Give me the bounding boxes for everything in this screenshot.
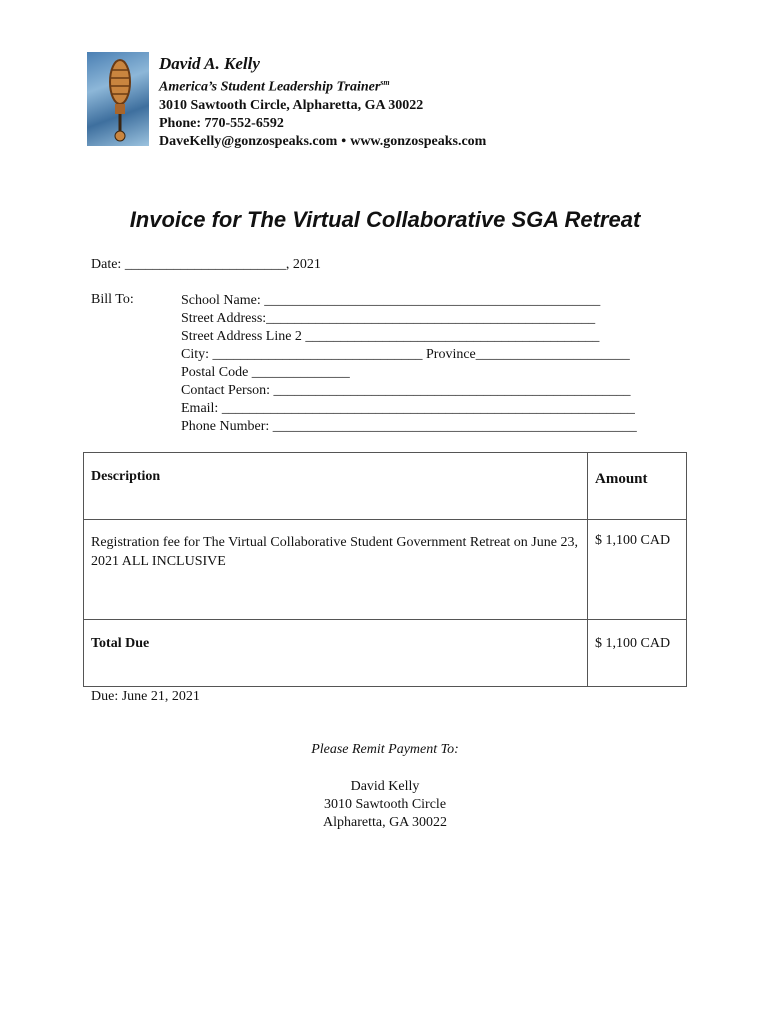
postal-code-field: Postal Code ______________: [181, 365, 350, 380]
letterhead-address: 3010 Sawtooth Circle, Alpharetta, GA 30022: [159, 97, 424, 113]
total-row: [84, 620, 687, 687]
bill-to-label: Bill To:: [91, 292, 134, 307]
remit-city: Alpharetta, GA 30022: [322, 815, 448, 830]
street-address-field: Street Address:_______________________________________________: [181, 311, 596, 326]
item-description: Registration fee for The Virtual Collaborative Student Government Retreat on June 23, 2021 ALL INCLUSIVE: [84, 520, 588, 620]
letterhead-phone: Phone: 770-552-6592: [159, 115, 284, 131]
phone-number-field: Phone Number: ____________________________________________________: [181, 419, 637, 434]
microphone-logo-icon: [87, 52, 149, 146]
contact-person-field: Contact Person: ___________________________________________________: [181, 383, 631, 398]
invoice-table: [83, 452, 687, 687]
table-row: [84, 520, 687, 620]
trainer-tagline: [159, 74, 486, 97]
remit-heading: Please Remit Payment To:: [311, 742, 459, 757]
date-row: [91, 257, 321, 273]
date-blank: _______________________: [124, 257, 286, 272]
remit-name: David Kelly: [350, 779, 420, 794]
separator-bullet: •: [341, 133, 347, 149]
city-province-field: City: ______________________________ Province______________________: [181, 347, 630, 362]
trainer-name: David A. Kelly: [159, 54, 260, 73]
amount-header: Amount: [588, 453, 687, 520]
description-header: Description: [84, 453, 588, 520]
invoice-title: Invoice for The Virtual Collaborative SGA Retreat: [129, 207, 641, 232]
item-amount: $ 1,100 CAD: [588, 520, 687, 620]
letterhead-contact: [159, 133, 486, 151]
school-name-field: School Name: ________________________________________________: [181, 293, 601, 308]
letterhead-email: DaveKelly@gonzospeaks.com: [159, 133, 338, 149]
remit-address: [0, 778, 770, 832]
total-label: Total Due: [84, 620, 588, 687]
letterhead: [159, 54, 486, 151]
letterhead-website: www.gonzospeaks.com: [350, 133, 487, 149]
due-date: Due: June 21, 2021: [91, 689, 200, 704]
remit-street: 3010 Sawtooth Circle: [323, 797, 447, 812]
date-year: , 2021: [285, 257, 321, 272]
total-amount: $ 1,100 CAD: [588, 620, 687, 687]
table-header-row: [84, 453, 687, 520]
street-address-2-field: Street Address Line 2 __________________________________________: [181, 329, 600, 344]
tagline-text: America’s Student Leadership Trainer: [159, 79, 381, 95]
bill-to-fields: [181, 292, 637, 436]
email-field: Email: ___________________________________________________________: [181, 401, 635, 416]
service-mark: sm: [380, 78, 390, 87]
date-label: Date:: [91, 257, 122, 272]
